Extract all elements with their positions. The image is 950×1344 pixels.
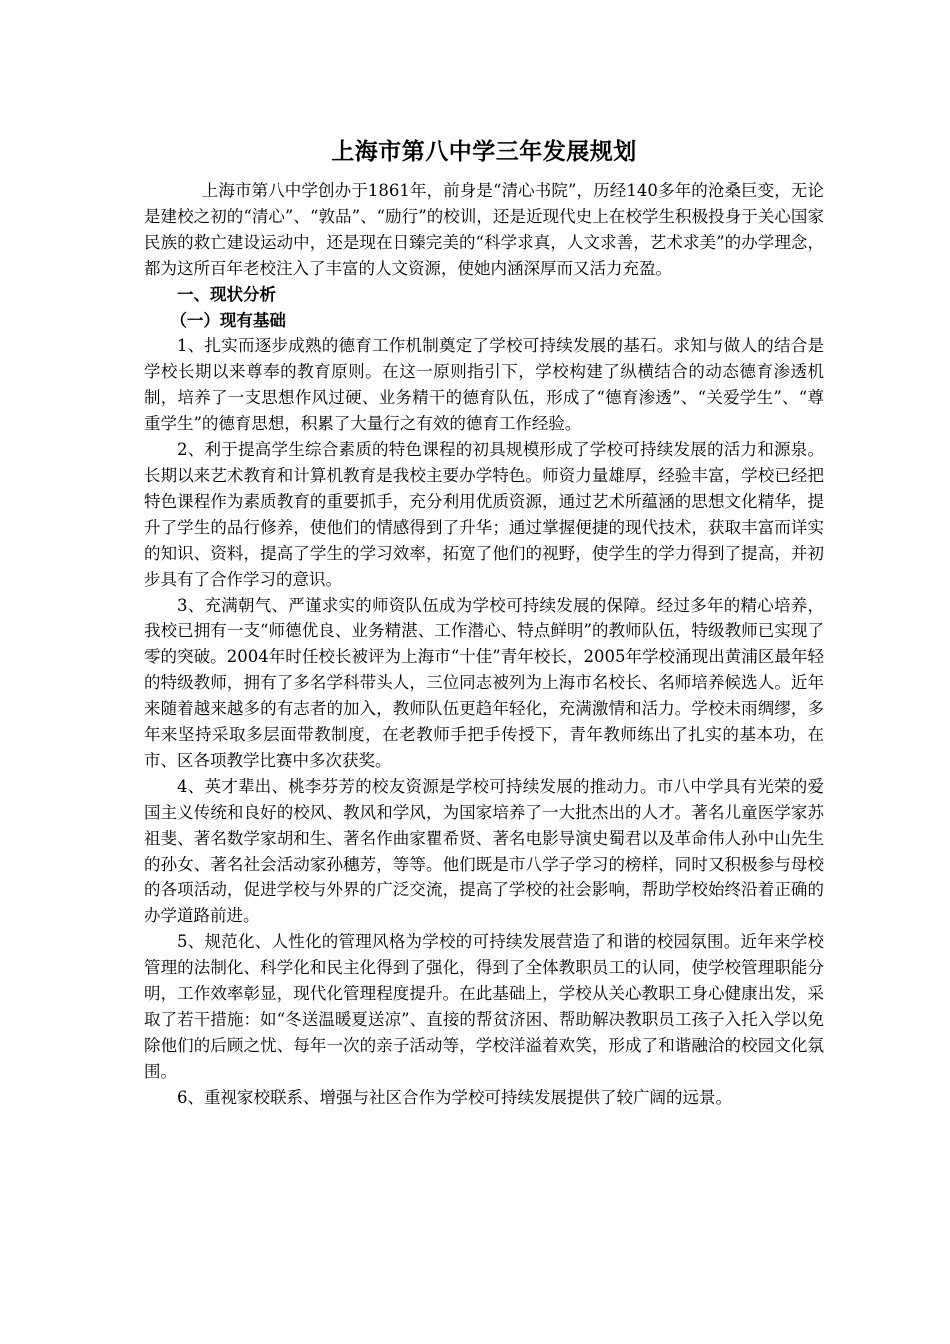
document-body [144,134,824,1111]
body-paragraph-5: 5、规范化、人性化的管理风格为学校的可持续发展营造了和谐的校园氛围。近年来学校管理的法制化、科学化和民主化得到了强化，得到了全体教职员工的认同，使学校管理职能分明，工作效率彰显，现代化管理程度提升。在此基础上，学校从关心教职工身心健康出发，采取了若干措施：如“冬送温暖夏送凉”、直接的帮贫济困、帮助解决教职员工孩子入托入学以免除他们的后顾之忧、每年一次的亲子活动等，学校洋溢着欢笑，形成了和谐融洽的校园文化氛围。 [144,932,824,1081]
body-paragraph-1: 1、扎实而逐步成熟的德育工作机制奠定了学校可持续发展的基石。求知与做人的结合是学校长期以来尊奉的教育原则。在这一原则指引下，学校构建了纵横结合的动态德育渗透机制，培养了一支思想作风过硬、业务精干的德育队伍，形成了“德育渗透”、“关爱学生”、“尊重学生”的德育思想，积累了大量行之有效的德育工作经验。 [144,336,824,434]
body-paragraph-4: 4、英才辈出、桃李芬芳的校友资源是学校可持续发展的推动力。市八中学具有光荣的爱国主义传统和良好的校风、教风和学风，为国家培养了一大批杰出的人才。著名儿童医学家苏祖斐、著名数学家胡和生、著名作曲家瞿希贤、著名电影导演史蜀君以及革命伟人孙中山先生的孙女、著名社会活动家孙穗芳，等等。他们既是市八学子学习的榜样，同时又积极参与母校的各项活动，促进学校与外界的广泛交流，提高了学校的社会影响，帮助学校始终沿着正确的办学道路前进。 [144,776,824,926]
section-heading: 一、现状分析 [177,284,276,304]
intro-paragraph: 上海市第八中学创办于1861年，前身是“清心书院”，历经140多年的沧桑巨变，无论是建校之初的“清心”、“敦品”、“励行”的校训，还是近现代史上在校学生积极投身于关心国家民族的救亡建设运动中，还是现在日臻完美的“科学求真，人文求善，艺术求美”的办学理念，都为这所百年老校注入了丰富的人文资源，使她内涵深厚而又活力充盈。 [144,181,824,278]
subsection-heading: （一）现有基础 [170,310,286,330]
body-paragraph-3: 3、充满朝气、严谨求实的师资队伍成为学校可持续发展的保障。经过多年的精心培养，我校已拥有一支“师德优良、业务精湛、工作潜心、特点鲜明”的教师队伍，特级教师已实现了零的突破。2004年时任校长被评为上海市“十佳”青年校长，2005年学校涌现出黄浦区最年轻的特级教师，拥有了多名学科带头人，三位同志被列为上海市名校长、名师培养候选人。近年来随着越来越多的有志者的加入，教师队伍更趋年轻化，充满激情和活力。学校未雨绸缪，多年来坚持采取多层面带教制度，在老教师手把手传授下，青年教师练出了扎实的基本功，在市、区各项教学比赛中多次获奖。 [144,595,824,770]
document-title: 上海市第八中学三年发展规划 [331,139,637,165]
body-paragraph-6: 6、重视家校联系、增强与社区合作为学校可持续发展提供了较广阔的远景。 [177,1087,732,1107]
body-paragraph-2: 2、利于提高学生综合素质的特色课程的初具规模形成了学校可持续发展的活力和源泉。长期以来艺术教育和计算机教育是我校主要办学特色。师资力量雄厚，经验丰富，学校已经把特色课程作为素质教育的重要抓手，充分利用优质资源，通过艺术所蕴涵的思想文化精华，提升了学生的品行修养，使他们的情感得到了升华；通过掌握便捷的现代技术，获取丰富而详实的知识、资料，提高了学生的学习效率，拓宽了他们的视野，使学生的学力得到了提高，并初步具有了合作学习的意识。 [144,440,824,589]
